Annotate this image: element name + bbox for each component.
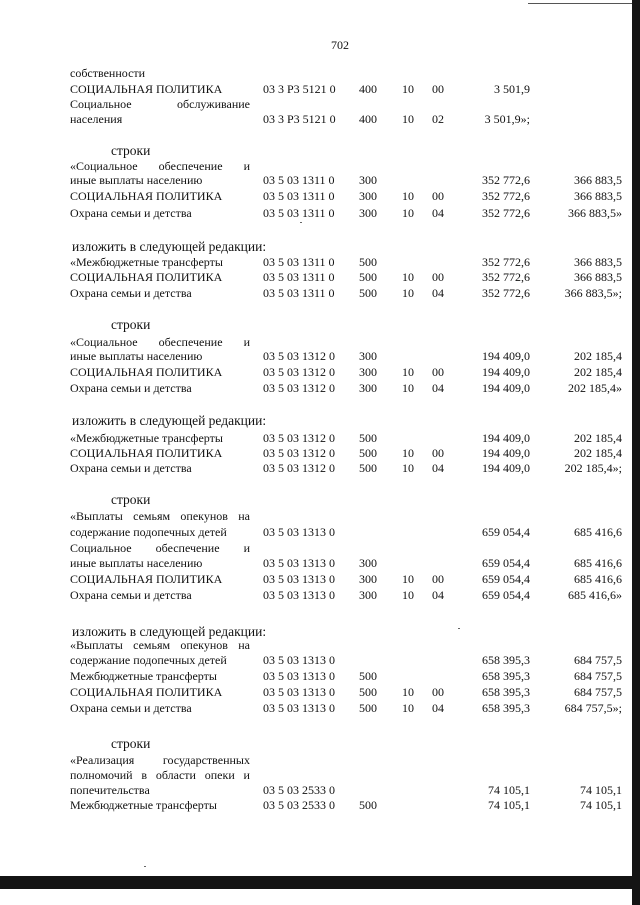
table-row bbox=[0, 365, 640, 379]
section-code: 10 bbox=[402, 381, 414, 395]
expense-type: 400 bbox=[359, 112, 377, 126]
amount-year-2: 684 757,5 bbox=[574, 685, 622, 699]
section-code: 10 bbox=[402, 82, 414, 96]
item-name: собственности bbox=[70, 66, 146, 80]
table-row bbox=[0, 112, 640, 126]
heading-stroki: строки bbox=[111, 736, 151, 751]
amount-year-2: 684 757,5 bbox=[574, 653, 622, 667]
amount-year-1: 352 772,6 bbox=[482, 286, 530, 300]
heading-stroki: строки bbox=[111, 143, 151, 158]
item-name: Охрана семьи и детства bbox=[70, 461, 192, 475]
target-code: 03 5 03 1312 0 bbox=[263, 365, 335, 379]
expense-type: 300 bbox=[359, 381, 377, 395]
target-code: 03 5 03 1312 0 bbox=[263, 461, 335, 475]
amount-year-2: 685 416,6» bbox=[568, 588, 622, 602]
expense-type: 300 bbox=[359, 365, 377, 379]
table-row bbox=[0, 335, 640, 349]
amount-year-1: 194 409,0 bbox=[482, 461, 530, 475]
subsection-code: 00 bbox=[432, 189, 444, 203]
amount-year-1: 194 409,0 bbox=[482, 349, 530, 363]
item-name: СОЦИАЛЬНАЯ ПОЛИТИКА bbox=[70, 446, 223, 460]
amount-year-2: 366 883,5 bbox=[574, 255, 622, 269]
expense-type: 500 bbox=[359, 255, 377, 269]
section-code: 10 bbox=[402, 685, 414, 699]
section-code: 10 bbox=[402, 112, 414, 126]
item-name: «Межбюджетные трансферты bbox=[70, 255, 223, 269]
table-row bbox=[0, 541, 640, 555]
subsection-code: 00 bbox=[432, 572, 444, 586]
amount-year-1: 194 409,0 bbox=[482, 431, 530, 445]
amount-year-2: 202 185,4 bbox=[574, 431, 622, 445]
table-row bbox=[0, 572, 640, 586]
amount-year-2: 685 416,6 bbox=[574, 525, 622, 539]
target-code: 03 5 03 1311 0 bbox=[263, 173, 335, 187]
target-code: 03 5 03 2533 0 bbox=[263, 783, 335, 797]
table-row bbox=[0, 349, 640, 363]
expense-type: 300 bbox=[359, 588, 377, 602]
section-code: 10 bbox=[402, 286, 414, 300]
section-code: 10 bbox=[402, 446, 414, 460]
expense-type: 300 bbox=[359, 173, 377, 187]
amount-year-1: 194 409,0 bbox=[482, 446, 530, 460]
target-code: 03 5 03 1313 0 bbox=[263, 653, 335, 667]
item-name: содержание подопечных детей bbox=[70, 525, 227, 539]
table-row bbox=[0, 653, 640, 667]
amount-year-1: 74 105,1 bbox=[488, 783, 530, 797]
expense-type: 300 bbox=[359, 556, 377, 570]
table-row bbox=[0, 783, 640, 797]
target-code: 03 5 03 1311 0 bbox=[263, 189, 335, 203]
section-code: 10 bbox=[402, 189, 414, 203]
table-row bbox=[0, 66, 640, 80]
item-name: «Социальное обеспечение и bbox=[70, 159, 250, 173]
target-code: 03 5 03 1312 0 bbox=[263, 349, 335, 363]
table-row bbox=[0, 588, 640, 602]
expense-type: 500 bbox=[359, 446, 377, 460]
subsection-code: 00 bbox=[432, 685, 444, 699]
amount-year-2: 366 883,5 bbox=[574, 189, 622, 203]
item-name: попечительства bbox=[70, 783, 150, 797]
amount-year-1: 194 409,0 bbox=[482, 365, 530, 379]
expense-type: 500 bbox=[359, 286, 377, 300]
amount-year-2: 366 883,5 bbox=[574, 173, 622, 187]
item-name: Охрана семьи и детства bbox=[70, 701, 192, 715]
amount-year-2: 202 185,4»; bbox=[564, 461, 622, 475]
amount-year-2: 366 883,5»; bbox=[564, 286, 622, 300]
item-name: Охрана семьи и детства bbox=[70, 588, 192, 602]
amount-year-1: 658 395,3 bbox=[482, 685, 530, 699]
page-number: 702 bbox=[331, 38, 349, 52]
subsection-code: 00 bbox=[432, 365, 444, 379]
item-name: Охрана семьи и детства bbox=[70, 206, 192, 220]
table-row bbox=[0, 768, 640, 782]
table-row bbox=[0, 82, 640, 96]
table-row bbox=[0, 189, 640, 203]
expense-type: 500 bbox=[359, 270, 377, 284]
table-row bbox=[0, 159, 640, 173]
target-code: 03 5 03 1313 0 bbox=[263, 701, 335, 715]
item-name: иные выплаты населению bbox=[70, 173, 203, 187]
table-row bbox=[0, 638, 640, 652]
item-name: СОЦИАЛЬНАЯ ПОЛИТИКА bbox=[70, 572, 223, 586]
subsection-code: 04 bbox=[432, 588, 444, 602]
target-code: 03 5 03 1312 0 bbox=[263, 446, 335, 460]
amount-year-1: 352 772,6 bbox=[482, 173, 530, 187]
section-code: 10 bbox=[402, 572, 414, 586]
table-row bbox=[0, 446, 640, 460]
subsection-code: 00 bbox=[432, 270, 444, 284]
item-name: СОЦИАЛЬНАЯ ПОЛИТИКА bbox=[70, 270, 223, 284]
section-code: 10 bbox=[402, 206, 414, 220]
table-row bbox=[0, 286, 640, 300]
target-code: 03 5 03 1313 0 bbox=[263, 572, 335, 586]
amount-year-1: 659 054,4 bbox=[482, 525, 530, 539]
item-name: СОЦИАЛЬНАЯ ПОЛИТИКА bbox=[70, 189, 223, 203]
table-row bbox=[0, 701, 640, 715]
expense-type: 400 bbox=[359, 82, 377, 96]
section-code: 10 bbox=[402, 588, 414, 602]
amount-year-1: 3 501,9»; bbox=[484, 112, 530, 126]
section-code: 10 bbox=[402, 365, 414, 379]
target-code: 03 5 03 1312 0 bbox=[263, 381, 335, 395]
target-code: 03 5 03 1313 0 bbox=[263, 669, 335, 683]
amount-year-2: 685 416,6 bbox=[574, 572, 622, 586]
item-name: иные выплаты населению bbox=[70, 349, 203, 363]
item-name: населения bbox=[70, 112, 123, 126]
table-row bbox=[0, 556, 640, 570]
amount-year-1: 658 395,3 bbox=[482, 669, 530, 683]
heading-stroki: строки bbox=[111, 492, 151, 507]
item-name: Охрана семьи и детства bbox=[70, 286, 192, 300]
amount-year-1: 352 772,6 bbox=[482, 255, 530, 269]
amount-year-2: 202 185,4 bbox=[574, 349, 622, 363]
target-code: 03 5 03 1311 0 bbox=[263, 270, 335, 284]
target-code: 03 5 03 1312 0 bbox=[263, 431, 335, 445]
item-name: иные выплаты населению bbox=[70, 556, 203, 570]
item-name: Межбюджетные трансферты bbox=[70, 798, 217, 812]
item-name: «Выплаты семьям опекунов на bbox=[70, 509, 250, 523]
expense-type: 500 bbox=[359, 798, 377, 812]
expense-type: 500 bbox=[359, 669, 377, 683]
table-row bbox=[0, 431, 640, 445]
heading-new-edition: изложить в следующей редакции: bbox=[72, 624, 267, 639]
expense-type: 300 bbox=[359, 206, 377, 220]
amount-year-1: 658 395,3 bbox=[482, 701, 530, 715]
amount-year-1: 194 409,0 bbox=[482, 381, 530, 395]
item-name: полномочий в области опеки и bbox=[70, 768, 250, 782]
target-code: 03 5 03 1311 0 bbox=[263, 255, 335, 269]
item-name: «Выплаты семьям опекунов на bbox=[70, 638, 250, 652]
expense-type: 500 bbox=[359, 685, 377, 699]
target-code: 03 5 03 1313 0 bbox=[263, 525, 335, 539]
amount-year-1: 352 772,6 bbox=[482, 206, 530, 220]
subsection-code: 02 bbox=[432, 112, 444, 126]
subsection-code: 00 bbox=[432, 446, 444, 460]
amount-year-2: 685 416,6 bbox=[574, 556, 622, 570]
amount-year-2: 684 757,5 bbox=[574, 669, 622, 683]
table-row bbox=[0, 206, 640, 220]
item-name: «Социальное обеспечение и bbox=[70, 335, 250, 349]
amount-year-2: 202 185,4 bbox=[574, 365, 622, 379]
subsection-code: 04 bbox=[432, 701, 444, 715]
table-row bbox=[0, 173, 640, 187]
table-row bbox=[0, 509, 640, 523]
expense-type: 500 bbox=[359, 461, 377, 475]
target-code: 03 3 Р3 5121 0 bbox=[263, 82, 336, 96]
target-code: 03 5 03 1311 0 bbox=[263, 206, 335, 220]
table-row bbox=[0, 381, 640, 395]
amount-year-1: 74 105,1 bbox=[488, 798, 530, 812]
heading-stroki: строки bbox=[111, 317, 151, 332]
amount-year-2: 684 757,5»; bbox=[564, 701, 622, 715]
target-code: 03 5 03 1313 0 bbox=[263, 685, 335, 699]
item-name: «Межбюджетные трансферты bbox=[70, 431, 223, 445]
amount-year-1: 352 772,6 bbox=[482, 270, 530, 284]
expense-type: 500 bbox=[359, 431, 377, 445]
amount-year-1: 3 501,9 bbox=[494, 82, 530, 96]
amount-year-2: 74 105,1 bbox=[580, 783, 622, 797]
table-row bbox=[0, 685, 640, 699]
item-name: СОЦИАЛЬНАЯ ПОЛИТИКА bbox=[70, 82, 223, 96]
item-name: СОЦИАЛЬНАЯ ПОЛИТИКА bbox=[70, 685, 223, 699]
table-row bbox=[0, 753, 640, 767]
item-name: содержание подопечных детей bbox=[70, 653, 227, 667]
table-row bbox=[0, 798, 640, 812]
amount-year-2: 202 185,4» bbox=[568, 381, 622, 395]
table-row bbox=[0, 461, 640, 475]
item-name: Охрана семьи и детства bbox=[70, 381, 192, 395]
amount-year-2: 74 105,1 bbox=[580, 798, 622, 812]
item-name: Межбюджетные трансферты bbox=[70, 669, 217, 683]
subsection-code: 00 bbox=[432, 82, 444, 96]
expense-type: 300 bbox=[359, 349, 377, 363]
section-code: 10 bbox=[402, 270, 414, 284]
amount-year-1: 659 054,4 bbox=[482, 588, 530, 602]
expense-type: 500 bbox=[359, 701, 377, 715]
subsection-code: 04 bbox=[432, 461, 444, 475]
heading-new-edition: изложить в следующей редакции: bbox=[72, 239, 267, 254]
expense-type: 300 bbox=[359, 189, 377, 203]
target-code: 03 5 03 1313 0 bbox=[263, 588, 335, 602]
table-row bbox=[0, 97, 640, 111]
heading-new-edition: изложить в следующей редакции: bbox=[72, 413, 267, 428]
table-row bbox=[0, 255, 640, 269]
subsection-code: 04 bbox=[432, 206, 444, 220]
amount-year-1: 659 054,4 bbox=[482, 556, 530, 570]
target-code: 03 5 03 2533 0 bbox=[263, 798, 335, 812]
amount-year-1: 658 395,3 bbox=[482, 653, 530, 667]
target-code: 03 5 03 1311 0 bbox=[263, 286, 335, 300]
target-code: 03 3 Р3 5121 0 bbox=[263, 112, 336, 126]
section-code: 10 bbox=[402, 461, 414, 475]
target-code: 03 5 03 1313 0 bbox=[263, 556, 335, 570]
amount-year-2: 202 185,4 bbox=[574, 446, 622, 460]
section-code: 10 bbox=[402, 701, 414, 715]
amount-year-2: 366 883,5» bbox=[568, 206, 622, 220]
table-row bbox=[0, 270, 640, 284]
amount-year-1: 659 054,4 bbox=[482, 572, 530, 586]
item-name: «Реализация государственных bbox=[70, 753, 250, 767]
subsection-code: 04 bbox=[432, 286, 444, 300]
item-name: СОЦИАЛЬНАЯ ПОЛИТИКА bbox=[70, 365, 223, 379]
item-name: Социальное обеспечение и bbox=[70, 541, 250, 555]
subsection-code: 04 bbox=[432, 381, 444, 395]
expense-type: 300 bbox=[359, 572, 377, 586]
table-row bbox=[0, 669, 640, 683]
amount-year-1: 352 772,6 bbox=[482, 189, 530, 203]
item-name: Социальное обслуживание bbox=[70, 97, 250, 111]
amount-year-2: 366 883,5 bbox=[574, 270, 622, 284]
table-row bbox=[0, 525, 640, 539]
